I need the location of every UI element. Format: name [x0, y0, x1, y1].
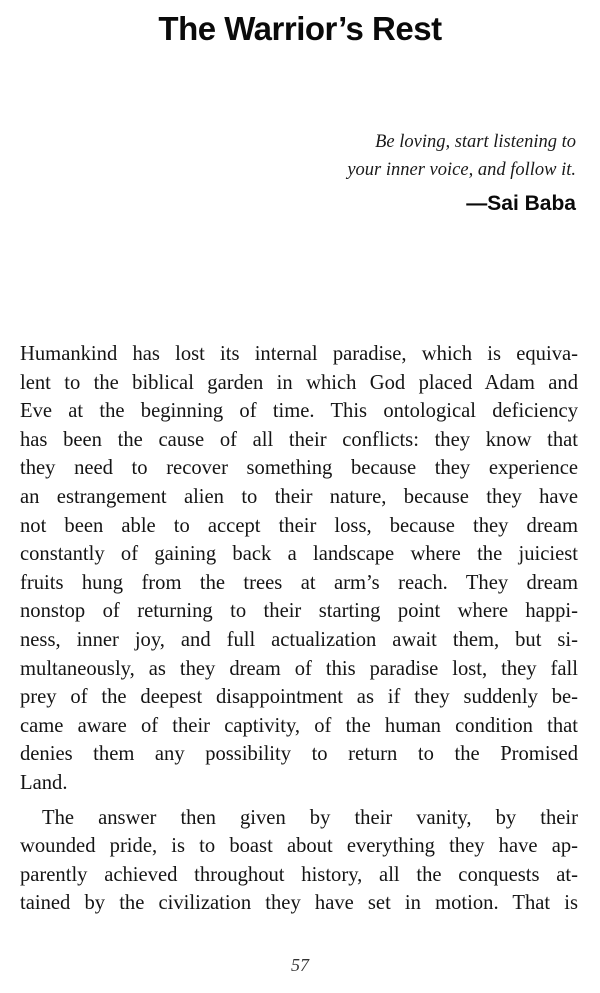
body-text — [20, 340, 578, 918]
text-line: Land. — [20, 771, 68, 794]
paragraph-2 — [20, 804, 578, 918]
text-line: constantly of gaining back a landscape where the juiciest — [20, 543, 578, 566]
text-line: parently achieved throughout history, all the conquests at- — [20, 863, 578, 886]
chapter-title: The Warrior’s Rest — [158, 10, 442, 47]
text-line: denies them any possibility to return to the Promised — [20, 743, 578, 766]
paragraph-1 — [20, 340, 578, 798]
page-number: 57 — [291, 955, 309, 975]
text-line: has been the cause of all their conflicts: they know that — [20, 428, 578, 451]
text-line: came aware of their captivity, of the human condition that — [20, 714, 578, 737]
text-line: fruits hung from the trees at arm’s reach. They dream — [20, 571, 578, 594]
epigraph-line: your inner voice, and follow it. — [347, 160, 576, 180]
text-line: nonstop of returning to their starting point where happi- — [20, 600, 578, 623]
text-line: prey of the deepest disappointment as if they suddenly be- — [20, 686, 578, 709]
text-line: wounded pride, is to boast about everything they have ap- — [20, 835, 578, 858]
text-line: ness, inner joy, and full actualization await them, but si- — [20, 628, 578, 651]
epigraph-line: Be loving, start listening to — [375, 132, 576, 152]
epigraph-quote — [196, 128, 576, 184]
text-line: Eve at the beginning of time. This ontological deficiency — [20, 400, 578, 423]
epigraph-attribution: —Sai Baba — [466, 192, 576, 215]
text-line: an estrangement alien to their nature, because they have — [20, 485, 578, 508]
text-line: tained by the civilization they have set in motion. That is — [20, 892, 578, 915]
text-line: not been able to accept their loss, because they dream — [20, 514, 578, 537]
text-line: The answer then given by their vanity, by their — [42, 806, 578, 829]
text-line: multaneously, as they dream of this paradise lost, they fall — [20, 657, 578, 680]
text-line: lent to the biblical garden in which God placed Adam and — [20, 371, 578, 394]
text-line: Humankind has lost its internal paradise, which is equiva- — [20, 343, 578, 365]
text-line: they need to recover something because they experience — [20, 457, 578, 480]
